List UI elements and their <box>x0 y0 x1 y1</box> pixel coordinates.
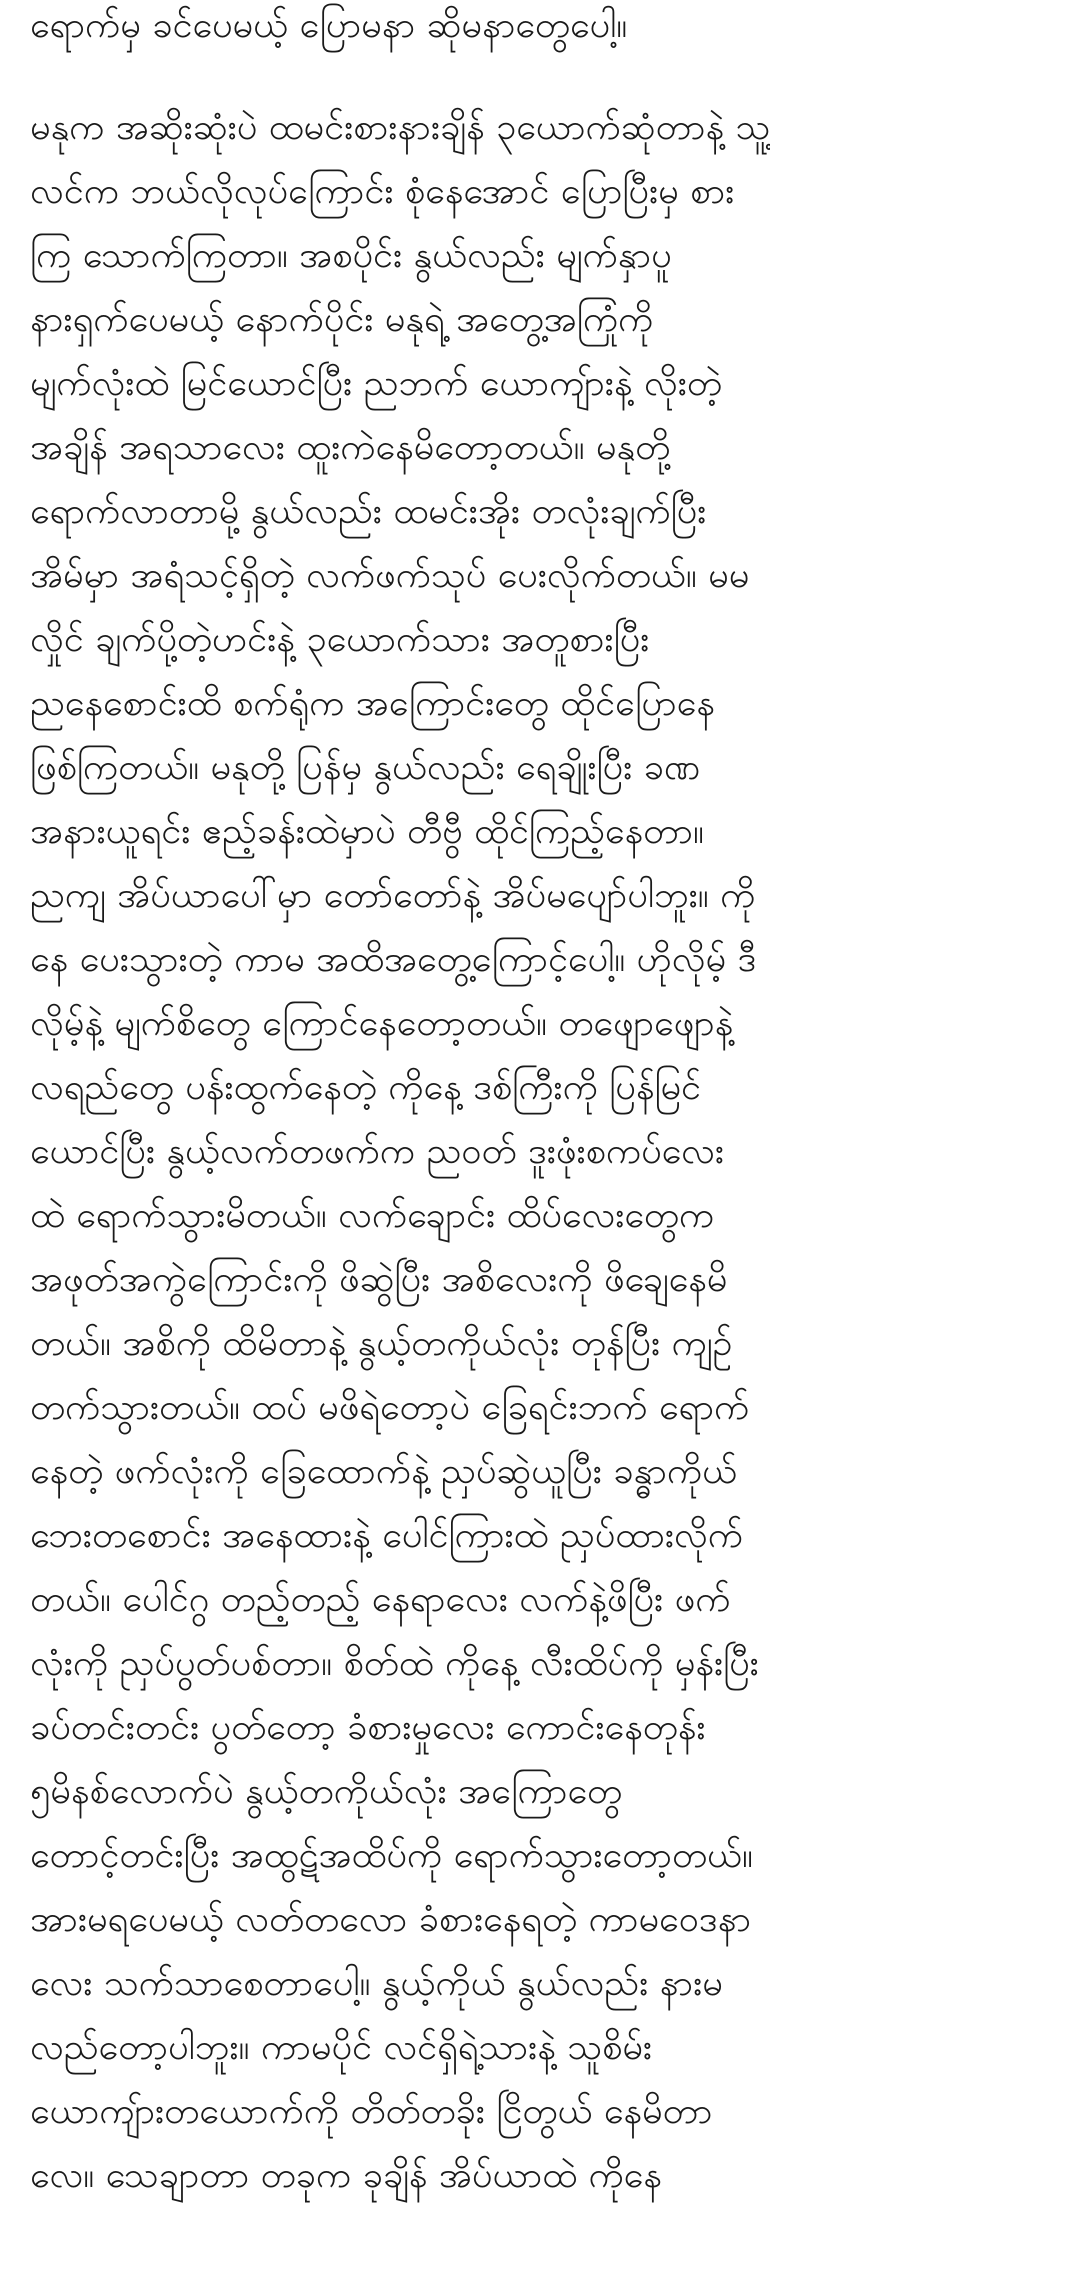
text-line: အချိန် အရသာလေး ထူးကဲနေမိတော့တယ်။ မနုတို့ <box>30 427 671 468</box>
text-line: ယောင်ပြီး နွယ့်လက်တဖက်က ညဝတ် ဒူးဖုံးစကပ်လေး <box>30 1131 725 1172</box>
text-line: လရည်တွေ ပန်းထွက်နေတဲ့ ကိုနေ့ ဒစ်ကြီးကို ပြန်မြင် <box>30 1067 702 1108</box>
text-line: အဖုတ်အကွဲကြောင်းကို ဖိဆွဲပြီး အစိလေးကို ဖိချေနေမိ <box>30 1259 728 1300</box>
text-line: ခပ်တင်းတင်း ပွတ်တော့ ခံစားမှုလေး ကောင်းနေတုန်း <box>30 1707 706 1748</box>
text-line: နားရှက်ပေမယ့် နောက်ပိုင်း မနုရဲ့ အတွေ့အကြုံကို <box>30 299 654 340</box>
text-line: ရောက်လာတာမို့ နွယ်လည်း ထမင်းအိုး တလုံးချက်ပြီး <box>30 491 707 532</box>
text-line: ထဲ ရောက်သွားမိတယ်။ လက်ချောင်း ထိပ်လေးတွေက <box>30 1195 715 1236</box>
text-line: မျက်လုံးထဲ မြင်ယောင်ပြီး ညဘက် ယောကျ်ားနဲ့ လိုးတဲ့ <box>30 363 722 404</box>
text-line: တက်သွားတယ်။ ထပ် မဖိရဲတော့ပဲ ခြေရင်းဘက် ရောက် <box>30 1387 750 1428</box>
text-line: နေတဲ့ ဖက်လုံးကို ခြေထောက်နဲ့ ညှပ်ဆွဲယူပြီး ခန္ဓာကိုယ် <box>30 1451 738 1492</box>
paragraph-1 <box>30 0 627 58</box>
text-line: တယ်။ ပေါင်ဂွ တည့်တည့် နေရာလေး လက်နဲ့ဖိပြီး ဖက် <box>30 1579 731 1620</box>
text-line: ဘေးတစောင်း အနေထားနဲ့ ပေါင်ကြားထဲ ညှပ်ထားလိုက် <box>30 1515 743 1556</box>
text-line: တယ်။ အစိကို ထိမိတာနဲ့ နွယ့်တကိုယ်လုံး တုန်ပြီး ကျဉ် <box>30 1323 733 1364</box>
text-line: အနားယူရင်း ဧည့်ခန်းထဲမှာပဲ တီဗွီ ထိုင်ကြည့်နေတာ။ <box>30 811 704 852</box>
text-line: အိမ်မှာ အရံသင့်ရှိတဲ့ လက်ဖက်သုပ် ပေးလိုက်တယ်။ မမ <box>30 555 750 596</box>
text-line: လိုမ့်နဲ့ မျက်စိတွေ ကြောင်နေတော့တယ်။ တဖျောဖျောနဲ့ <box>30 1003 734 1044</box>
text-line: လည်တော့ပါဘူး။ ကာမပိုင် လင်ရှိရဲ့သားနဲ့ သူစိမ်း <box>30 2027 653 2068</box>
text-line: လေ။ သေချာတာ တခုက ခုချိန် အိပ်ယာထဲ ကိုနေ <box>30 2155 662 2196</box>
text-line: ၅မိနစ်လောက်ပဲ နွယ့်တကိုယ်လုံး အကြောတွေ <box>30 1771 623 1812</box>
text-line: ဖြစ်ကြတယ်။ မနုတို့ ပြန်မှ နွယ်လည်း ရေချိုးပြီး ခဏ <box>30 747 701 788</box>
text-line: ယောကျ်ားတယောက်ကို တိတ်တခိုး ငြိတွယ် နေမိတာ <box>30 2091 713 2132</box>
text-line: ရောက်မှ ခင်ပေမယ့် ပြောမနာ ဆိုမနာတွေပေါ့။ <box>30 5 628 46</box>
text-line: ညကျ အိပ်ယာပေါ်မှာ တော်တော်နဲ့ အိပ်မပျော်ပါဘူး။ ကို <box>30 875 756 916</box>
text-line: နေ ပေးသွားတဲ့ ကာမ အထိအတွေ့ကြောင့်ပေါ့။ ဟိုလိုမ့် ဒီ <box>30 939 757 980</box>
text-line: မနုက အဆိုးဆုံးပဲ ထမင်းစားနားချိန် ၃ယောက်ဆုံတာနဲ့ သူ့ <box>30 107 771 148</box>
text-line: အားမရပေမယ့် လတ်တလော ခံစားနေရတဲ့ ကာမဝေဒနာ <box>30 1899 752 1940</box>
text-line: လုံးကို ညှပ်ပွတ်ပစ်တာ။ စိတ်ထဲ ကိုနေ့ လီးထိပ်ကို မှန်းပြီး <box>30 1643 759 1684</box>
text-line: လင်က ဘယ်လိုလုပ်ကြောင်း စုံနေအောင် ပြောပြီးမှ စား <box>30 171 735 212</box>
text-line: လှိုင် ချက်ပို့တဲ့ဟင်းနဲ့ ၃ယောက်သား အတူစားပြီး <box>30 619 650 660</box>
text-line: လေး သက်သာစေတာပေါ့။ နွယ့်ကိုယ် နွယ်လည်း နားမ <box>30 1963 723 2004</box>
text-line: ကြ သောက်ကြတာ။ အစပိုင်း နွယ်လည်း မျက်နှာပူ <box>30 235 672 276</box>
text-line: ညနေစောင်းထိ စက်ရုံက အကြောင်းတွေ ထိုင်ပြောနေ <box>30 683 715 724</box>
paragraph-2 <box>30 96 770 2208</box>
text-line: တောင့်တင်းပြီး အထွဋ်အထိပ်ကို ရောက်သွားတော့တယ်။ <box>30 1835 753 1876</box>
